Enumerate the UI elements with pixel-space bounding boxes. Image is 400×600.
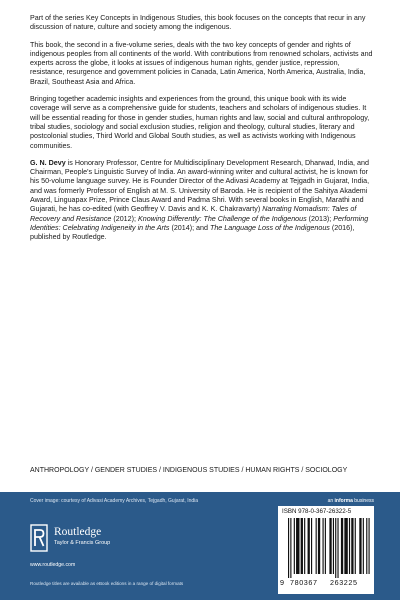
- barcode-bar: [316, 518, 317, 574]
- barcode-bar: [337, 518, 338, 578]
- informa-tagline: [278, 498, 374, 504]
- barcode-bar: [366, 518, 367, 574]
- barcode-panel: [278, 506, 374, 594]
- publisher-logo: [30, 522, 150, 556]
- routledge-logo-icon: [30, 524, 48, 552]
- bio-title-4: The Language Loss of the Indigenous: [209, 223, 330, 232]
- back-cover-text: [30, 14, 374, 243]
- bio-title-2: Knowing Differently: The Challenge of the Indigenous: [137, 214, 307, 223]
- barcode-left-group: 780367: [290, 578, 318, 587]
- description-paragraph-2: This book, the second in a five-volume series, deals with the two key concepts of gender and rights of indigenous peoples from all continents of the world. With contributions from renowned scholars, activists and experts across the globe, it looks at issues of indigenous human rights, gender justice, repression, resistance, resurgence and government policies in Canada, Latin America, North America, Australia, India, Brazil, Southeast Asia and Africa.: [30, 40, 373, 86]
- barcode-bar: [363, 518, 364, 574]
- barcode-bar: [341, 518, 343, 574]
- description-paragraph-1: Part of the series Key Concepts in Indigenous Studies, this book focuses on the concepts that recur in any discussion of nature, culture and society among the indigenous.: [30, 14, 366, 32]
- bio-text-4: (2014); and: [169, 223, 210, 232]
- isbn-number: ISBN 978-0-367-26322-5: [282, 508, 352, 515]
- barcode-bar: [369, 518, 370, 574]
- description-paragraph-3: Bringing together academic insights and experiences from the ground, this unique book with its wide coverage will serve as a comprehensive guide for students, teachers and scholars of indigenous studies. It will be essential reading for those in gender studies, human rights and law, social and cultural anthropology, tribal studies, sociology and social exclusion studies, religion and theology, cultural studies, literary and postcolonial studies, Third World and Global South studies, as well as activists working with Indigenous communities.: [30, 95, 370, 150]
- barcode-bar: [359, 518, 361, 574]
- informa-suffix: business: [352, 498, 374, 504]
- barcode-bar: [355, 518, 356, 574]
- barcode-bar: [349, 518, 350, 574]
- barcode-bar: [335, 518, 336, 578]
- bio-text-3: (2013);: [306, 214, 334, 223]
- bio-title-1: Narrating Nomadism: Tales of Recovery and Resistance: [30, 205, 357, 223]
- barcode-bar: [333, 518, 334, 574]
- barcode-bar: [304, 518, 305, 574]
- cover-image-credit: Cover image: courtesy of Adivasi Academy Archives, Tejgadh, Gujarat, India: [30, 498, 199, 504]
- bio-text-5: (2016), published by Routledge.: [30, 223, 355, 242]
- barcode-bar: [323, 518, 324, 574]
- informa-prefix: an: [327, 498, 335, 504]
- subject-categories: ANTHROPOLOGY / GENDER STUDIES / INDIGENOUS STUDIES / HUMAN RIGHTS / SOCIOLOGY: [30, 467, 348, 474]
- ebook-note: Routledge titles are available as eBook editions in a range of digital formats: [30, 581, 184, 586]
- barcode-bar: [318, 518, 320, 574]
- barcode-icon: [282, 518, 370, 580]
- author-name: G. N. Devy: [30, 158, 66, 167]
- bio-text-1: is Honorary Professor, Centre for Multidisciplinary Development Research, Dharwad, India, and Chairman, People's Linguistic Survey of India. An award-winning writer and cultural activist, he is known for his 50-volume language survey. He is Founder Director of the Adivasi Academy at Tejgadh in Gujarat, India, and was formerly Professor of English at M. S. University of Baroda. He is recipient of the Sahitya Akademi Award, Linguapax Prize, Prince Claus Award and Padma Shri. With several books in English, Marathi and Gujarati, he has co-edited (with Geoffrey V. Davis and K. K. Chakravarty): [30, 158, 370, 214]
- barcode-bar: [344, 518, 347, 574]
- barcode-bar: [351, 518, 353, 574]
- barcode-right-group: 263225: [330, 578, 358, 587]
- barcode-bar: [311, 518, 312, 574]
- publisher-group: Taylor & Francis Group: [54, 540, 111, 546]
- publisher-website[interactable]: www.routledge.com: [30, 562, 76, 568]
- barcode-bar: [329, 518, 331, 574]
- barcode-bar: [325, 518, 326, 574]
- barcode-bar: [308, 518, 310, 574]
- informa-word: informa: [334, 498, 353, 504]
- author-bio: [30, 159, 374, 243]
- bio-text-2: (2012);: [111, 214, 138, 223]
- barcode-bar: [290, 518, 291, 578]
- barcode-bar: [296, 518, 299, 574]
- barcode-bar: [301, 518, 303, 574]
- publisher-name: Routledge: [54, 526, 102, 538]
- barcode-bar: [288, 518, 289, 578]
- bio-title-3: Performing Identities: Celebrating Indigeneity in the Arts: [30, 214, 369, 232]
- barcode-bar: [294, 518, 295, 574]
- barcode-first-digit: 9: [280, 578, 285, 587]
